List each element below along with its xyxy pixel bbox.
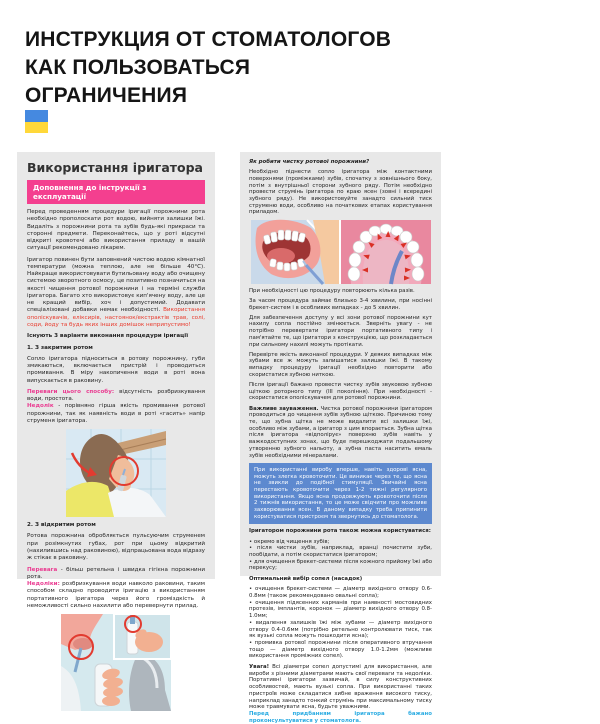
repeat-paragraph: При необхідності цю процедуру повторюють кілька разів. (249, 287, 415, 294)
instruction-page-right (240, 152, 441, 724)
method1-pros-cons (27, 389, 205, 425)
angle-paragraph: Для забезпечення доступу у всі зони ротової порожнини кут нахилу сопла постійно змінюється. Зверніть увагу - не потрібно перевертати іригатори портативного типу і пам'ятайте те, що іригатори з конструкцією, що розкладається при сильному нахилі можуть протікати. (249, 314, 432, 348)
method1-pros-label: Переваги цього способу: (27, 388, 115, 395)
cleaning-paragraph: Необхідно піднести сопло іригатора між контактними поверхнями (проміжками) зубів, спочатку з зовнішнього боку, потім з внутрішньої сторони зубного ряду. Потім необхідно провести струмінь іригатора по краю ясен (зовні і всередині зубного ряду). Не використовуйте занадто сильний тиск струменю води, особливо на початкових етапах користування приладом. (249, 169, 432, 216)
method2-cons-text: розбризкування води навколо раковини, таким способом складно проводити іригацію з використанням портативного іригатора через його громіздкість й неможливості сильно нахилити або перевернути прилад. (27, 581, 205, 609)
usage-item: • окремо від чищення зубів; (249, 538, 330, 545)
attention-text: Всі діаметри сопел допустимі для використання, але вироби з різними діаметрами мають свої переваги та недоліки. Портативні іригатори зазвичай, в силу конструктивних особливостей, мають вузькі сопла. При використанні таких пристроїв може складатися хибне враження високого тиску, наприклад занадто тонкий струмінь при максимальному тиску може травмувати ясна, будьте уважними. (249, 664, 432, 711)
document-title: Використання іригатора (27, 160, 203, 175)
attention-paragraph (249, 664, 432, 724)
nozzle-item: • очищення підясенних карманів при наявності мостовидних протезів, імплантів, коронок — діаметр вихідного отвору 0.8-1.0мм; (249, 599, 432, 620)
usage-item: • для очищення брекет-системи після кожного прийому їжі або перекусу; (249, 558, 432, 572)
method1-pros-text: відсутність розбризкування води, простота. (27, 388, 205, 403)
ukraine-flag-icon (25, 110, 48, 133)
after-irrigation-paragraph: Після іригації бажано провести чистку зубів звуковою зубною щіткою роторного типу (III покоління). При необхідності - скористатися ополіскувачем для ротової порожнини. (249, 382, 432, 402)
nozzle-item: • промивка ротової порожнини після оперативного втручання тощо — діаметр вихідного отвору 1.0-1.2мм (можливе використання проміжних сопел). (249, 639, 432, 660)
method1-cons-text: - порівняно гірша якість промивання ротової порожнини, так як наявність води в роті «гасить» напір струменя іригатора. (27, 403, 205, 424)
variants-heading: Існують 3 варіанти виконання процедури іригації (27, 333, 189, 340)
dental-illustrations (251, 220, 431, 284)
prep-paragraph: Перед проведенням процедури іригації порожнини рота необхідно прополоскати рот водою, вийняти залишки їжі. Видаліть з порожнини рота та зубів будь-які прикраси та сторонні предмети. Переконайтесь, що у роті відсутні відкриті кровотечі або використання приладу в вашій ситуації рекомендовано лікарем. (27, 209, 205, 252)
additives-warning-text: Використання ополіскувачів, еліксирів, настоянок/екстрактів трав, солі, соди, йоду та будь яких інших домішок неприпустимо! (27, 307, 205, 328)
title-line-2: КАК ПОЛЬЗОВАТЬСЯ (25, 56, 251, 79)
nozzle-list (249, 586, 432, 660)
method1-cons-label: Недолік (27, 403, 54, 410)
important-note-text: Чистка ротової порожнини іригатором проводиться до чищення зубів зубною щіткою. Причиною тому те, що зубна щітка не може видалити всі залишки їжі, особливо між зубами, а іригатор з цим впорається. Зубна щітка після іригатора «відполірує» поверхню зубів навіть у важкодоступних зонах, що буде перешкоджати подальшому утворенню зубного нальоту, а зубна паста наситить емаль зубів необхідними мінералами. (249, 405, 433, 459)
method2-pros-text: - більш ретельна і швидка гігієна порожнини рота. (27, 566, 205, 580)
bleeding-info-text: При використанні виробу вперше, навіть здорові ясна, можуть злегка кровоточити. Це виникає через те, що ясна не звикли до подібної стимуляції. Звичайні ясна перестають кровоточити через 1-2 тижні регулярного використання. Якщо ясна продовжують кровоточити після 2 тижнів використання, то це може свідчити про можливе захворювання ясен. В даному випадку треба припинити користуватися пристроєм та звернутись до стоматолога. (254, 466, 427, 520)
usage-heading: Іригатором порожнини рота також можна користуватися: (249, 528, 431, 535)
nozzle-heading: Оптимальний вибір сопел (насадок) (249, 576, 363, 583)
flag-yellow-stripe (25, 122, 48, 134)
mouth-side-view-illustration (251, 220, 339, 284)
attention-label: Увага! (249, 664, 270, 671)
nozzle-item: • очищення брекет-системи — діаметр вихідного отвору 0.6-0.8мм (також рекомендовано овальні сопла); (249, 586, 432, 600)
title-line-3: ОГРАНИЧЕНИЯ (25, 84, 188, 107)
usage-list (249, 539, 432, 573)
title-line-1: ИНСТРУКЦИЯ ОТ СТОМАТОЛОГОВ (25, 28, 392, 51)
closed-mouth-illustration (66, 429, 166, 517)
duration-paragraph: За часом процедура займає близько 3-4 хвилини, при носінні брекет-систем і в особливих випадках - до 5 хвилин. (249, 297, 432, 311)
method2-pros-label: Перевага (27, 566, 58, 573)
bleeding-info-box (249, 463, 432, 525)
water-paragraph (27, 257, 205, 330)
method2-cons-label: Недоліки: (27, 581, 60, 588)
flag-blue-stripe (25, 110, 48, 122)
method1-heading: 1. З закритим ротом (27, 344, 93, 351)
method2-pros-cons (27, 567, 205, 611)
quality-check-paragraph: Перевірте якість виконаної процедури. У деяких випадках між зубами все ж можуть залишатися залишки їжі. В такому випадку процедуру іригації необхідно повторити або скористатися зубною ниткою. (249, 351, 432, 378)
important-note-label: Важливе зауваження. (249, 405, 319, 412)
method2-heading: 2. З відкритим ротом (27, 522, 96, 529)
method1-text: Сопло іригатора підноситься в ротову порожнину, губи змикаються, включається пристрій і проводиться промивання. В міру накопичення води в роті вона випускається в раковину. (27, 355, 205, 384)
nozzle-item: • видалення залишків їжі між зубами — діаметр вихідного отвору 0.4-0.6мм (потрібно ретельно контролювати тиск, так як вузькі сопла можуть пошкодити ясна); (249, 619, 432, 640)
water-text: Іригатор повинен бути заповнений чистою водою кімнатної температури (можна теплою, але не більше 40°С). Найкраще використовувати бутильовану воду або очищену системою зворотного осмосу, це позитивно позначиться на якості чищення ротової порожнини і на терміні служби іригатора. Багато хто використовує кип'ячену воду, але це не кращий вибір, хоч і допустимий. Додавати спеціалізовані добавки немає необхідності. (27, 256, 206, 314)
upper-jaw-arch-illustration (341, 220, 431, 284)
usage-item: • після чистки зубів, наприклад, вранці почистити зуби, пообідати, а потім скористатися іригатором; (249, 545, 432, 559)
main-title (25, 26, 391, 110)
consult-dentist-note: Перед придбанням іригатора бажано проконсультуватися у стоматолога. (249, 711, 432, 724)
supplement-banner: Доповнення до інструкції з експлуатації (27, 180, 205, 204)
open-mouth-illustration (61, 614, 171, 711)
important-note (249, 406, 432, 460)
cleaning-heading: Як робити чистку ротової порожнини? (249, 159, 370, 165)
instruction-page-left (17, 152, 215, 609)
method2-text: Ротова порожнина обробляється пульсуючим струменем при розімкнутих губах, рот при цьому відкритий (нахилившись над раковиною), відпрацьована вода відразу ж стікає в раковину. (27, 533, 205, 562)
